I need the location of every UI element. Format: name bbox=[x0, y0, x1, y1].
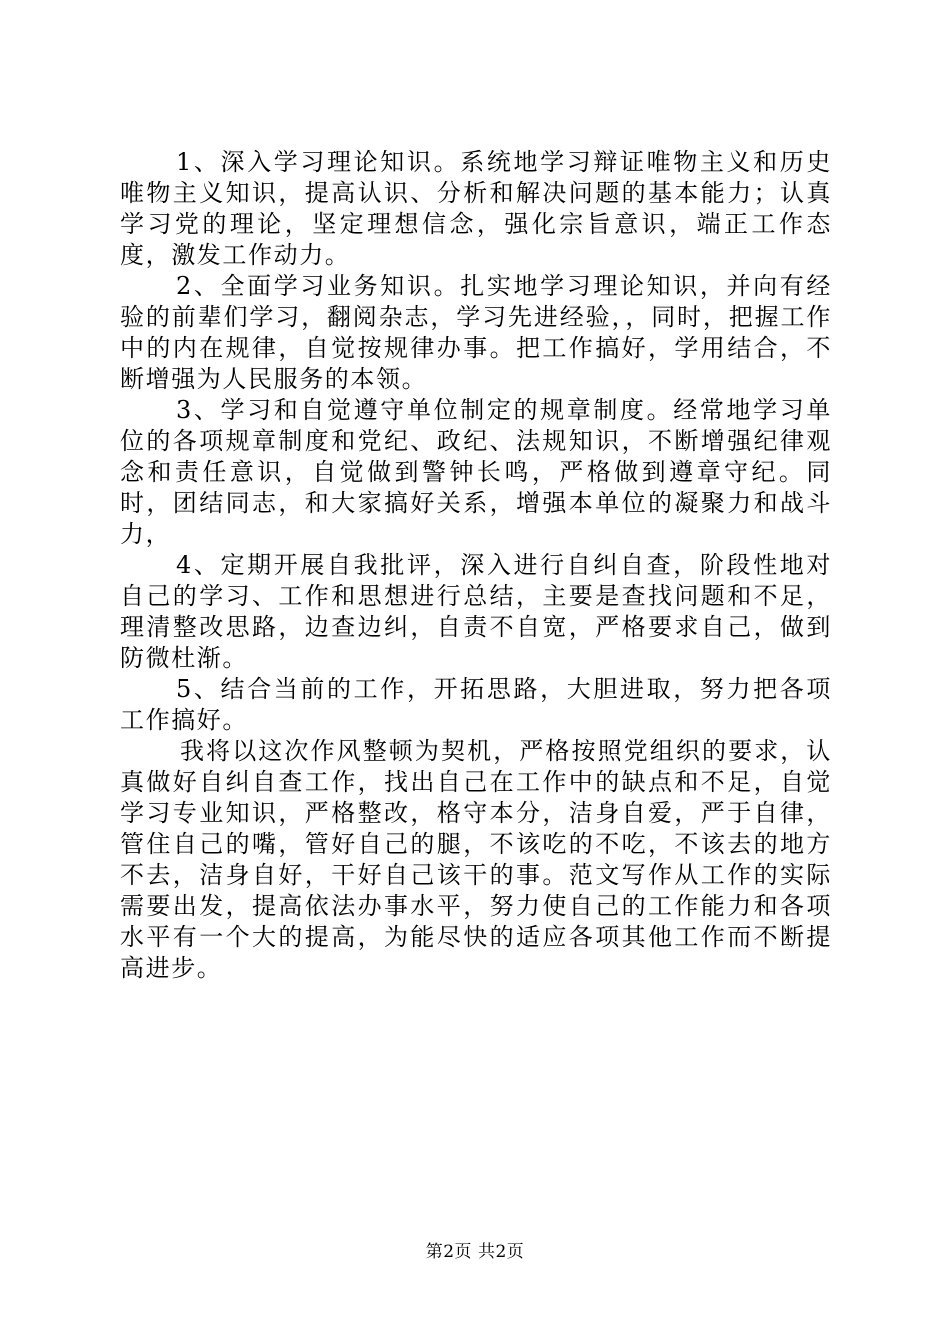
paragraph-1: 1、深入学习理论知识。系统地学习辩证唯物主义和历史唯物主义知识，提高认识、分析和解决问题的基本能力；认真学习党的理论，坚定理想信念，强化宗旨意识，端正工作态度，激发工作动力。 bbox=[120, 148, 832, 269]
closing-paragraph: 我将以这次作风整顿为契机，严格按照党组织的要求，认真做好自纠自查工作，找出自己在工作中的缺点和不足，自觉学习专业知识，严格整改，格守本分，洁身自爱，严于自律，管住自己的嘴，管好自己的腿，不该吃的不吃，不该去的地方不去，洁身自好，干好自己该干的事。范文写作从工作的实际需要出发，提高依法办事水平，努力使自己的工作能力和各项水平有一个大的提高，为能尽快的适应各项其他工作而不断提高进步。 bbox=[120, 737, 832, 982]
paragraph-3: 3、学习和自觉遵守单位制定的规章制度。经常地学习单位的各项规章制度和党纪、政纪、法规知识，不断增强纪律观念和责任意识，自觉做到警钟长鸣，严格做到遵章守纪。同时，团结同志，和大家搞好关系，增强本单位的凝聚力和战斗力， bbox=[120, 396, 832, 548]
paragraph-4: 4、定期开展自我批评，深入进行自纠自查，阶段性地对自己的学习、工作和思想进行总结，主要是查找问题和不足，理清整改思路，边查边纠，自责不自宽，严格要求自己，做到防微杜渐。 bbox=[120, 551, 832, 672]
paragraph-2: 2、全面学习业务知识。扎实地学习理论知识，并向有经验的前辈们学习，翻阅杂志，学习先进经验，，同时，把握工作中的内在规律，自觉按规律办事。把工作搞好，学用结合，不断增强为人民服务的本领。 bbox=[120, 272, 832, 393]
page-number-footer: 第2页 共2页 bbox=[425, 1242, 525, 1262]
paragraph-5: 5、结合当前的工作，开拓思路，大胆进取，努力把各项工作搞好。 bbox=[120, 675, 832, 734]
document-body bbox=[120, 147, 832, 984]
